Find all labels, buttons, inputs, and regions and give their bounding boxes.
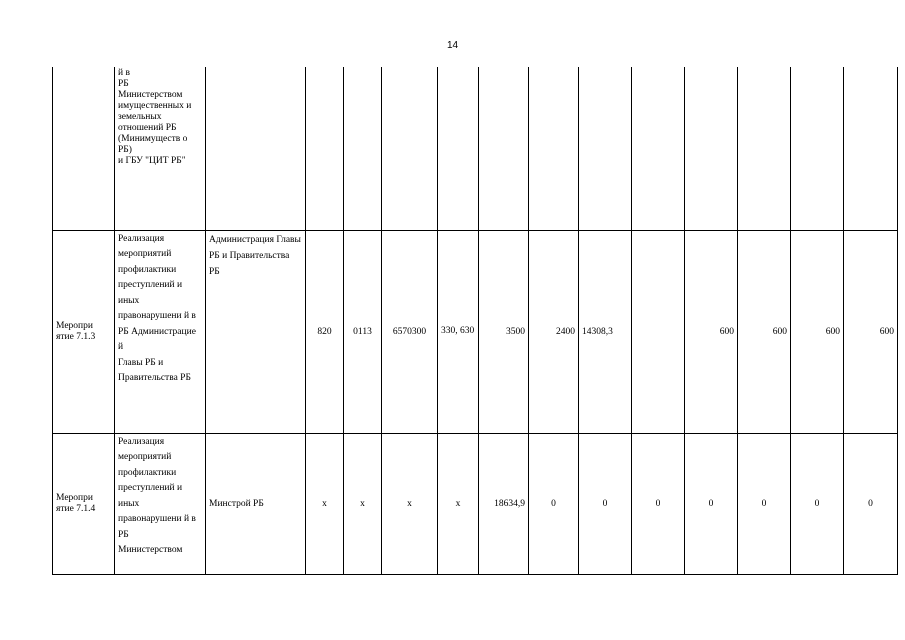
row-description: й в РБ Министерством имущественных и земельных отношений РБ (Минимуществ о РБ) и ГБУ "ЦИТ РБ" [115,67,206,230]
value-cell: 0 [579,433,632,574]
grbs-code: x [306,433,344,574]
value-cell: 0 [844,433,898,574]
value-cell: 18634,9 [479,433,529,574]
csr-code: 6570300 [382,230,438,433]
activity-label: Меропри ятие 7.1.4 [53,433,115,574]
activity-description: Реализация мероприятий профилактики преступлений и иных правонарушени й в РБ Министерством [115,433,206,574]
activity-executor: Администрация Главы РБ и Правительства РБ [206,230,306,433]
value-cell: 600 [685,230,738,433]
vr-code: x [438,433,479,574]
activity-description: Реализация мероприятий профилактики преступлений и иных правонарушени й в РБ Администрацие й Главы РБ и Правительства РБ [115,230,206,433]
value-cell [632,230,685,433]
vr-code: 330, 630 [438,230,479,433]
rzpr-code: x [344,433,382,574]
activity-label: Меропри ятие 7.1.3 [53,230,115,433]
value-cell: 14308,3 [579,230,632,433]
value-cell: 0 [632,433,685,574]
table-row [53,433,898,574]
value-cell: 600 [738,230,791,433]
value-cell: 600 [844,230,898,433]
value-cell: 0 [791,433,844,574]
program-activities-table [52,67,898,575]
grbs-code: 820 [306,230,344,433]
page-number: 14 [446,40,459,51]
value-cell: 0 [685,433,738,574]
value-cell: 0 [738,433,791,574]
value-cell: 0 [529,433,579,574]
rzpr-code: 0113 [344,230,382,433]
value-cell: 600 [791,230,844,433]
value-cell: 3500 [479,230,529,433]
activity-executor: Минстрой РБ [206,433,306,574]
value-cell: 2400 [529,230,579,433]
table-row [53,230,898,433]
table-row [53,67,898,230]
csr-code: x [382,433,438,574]
